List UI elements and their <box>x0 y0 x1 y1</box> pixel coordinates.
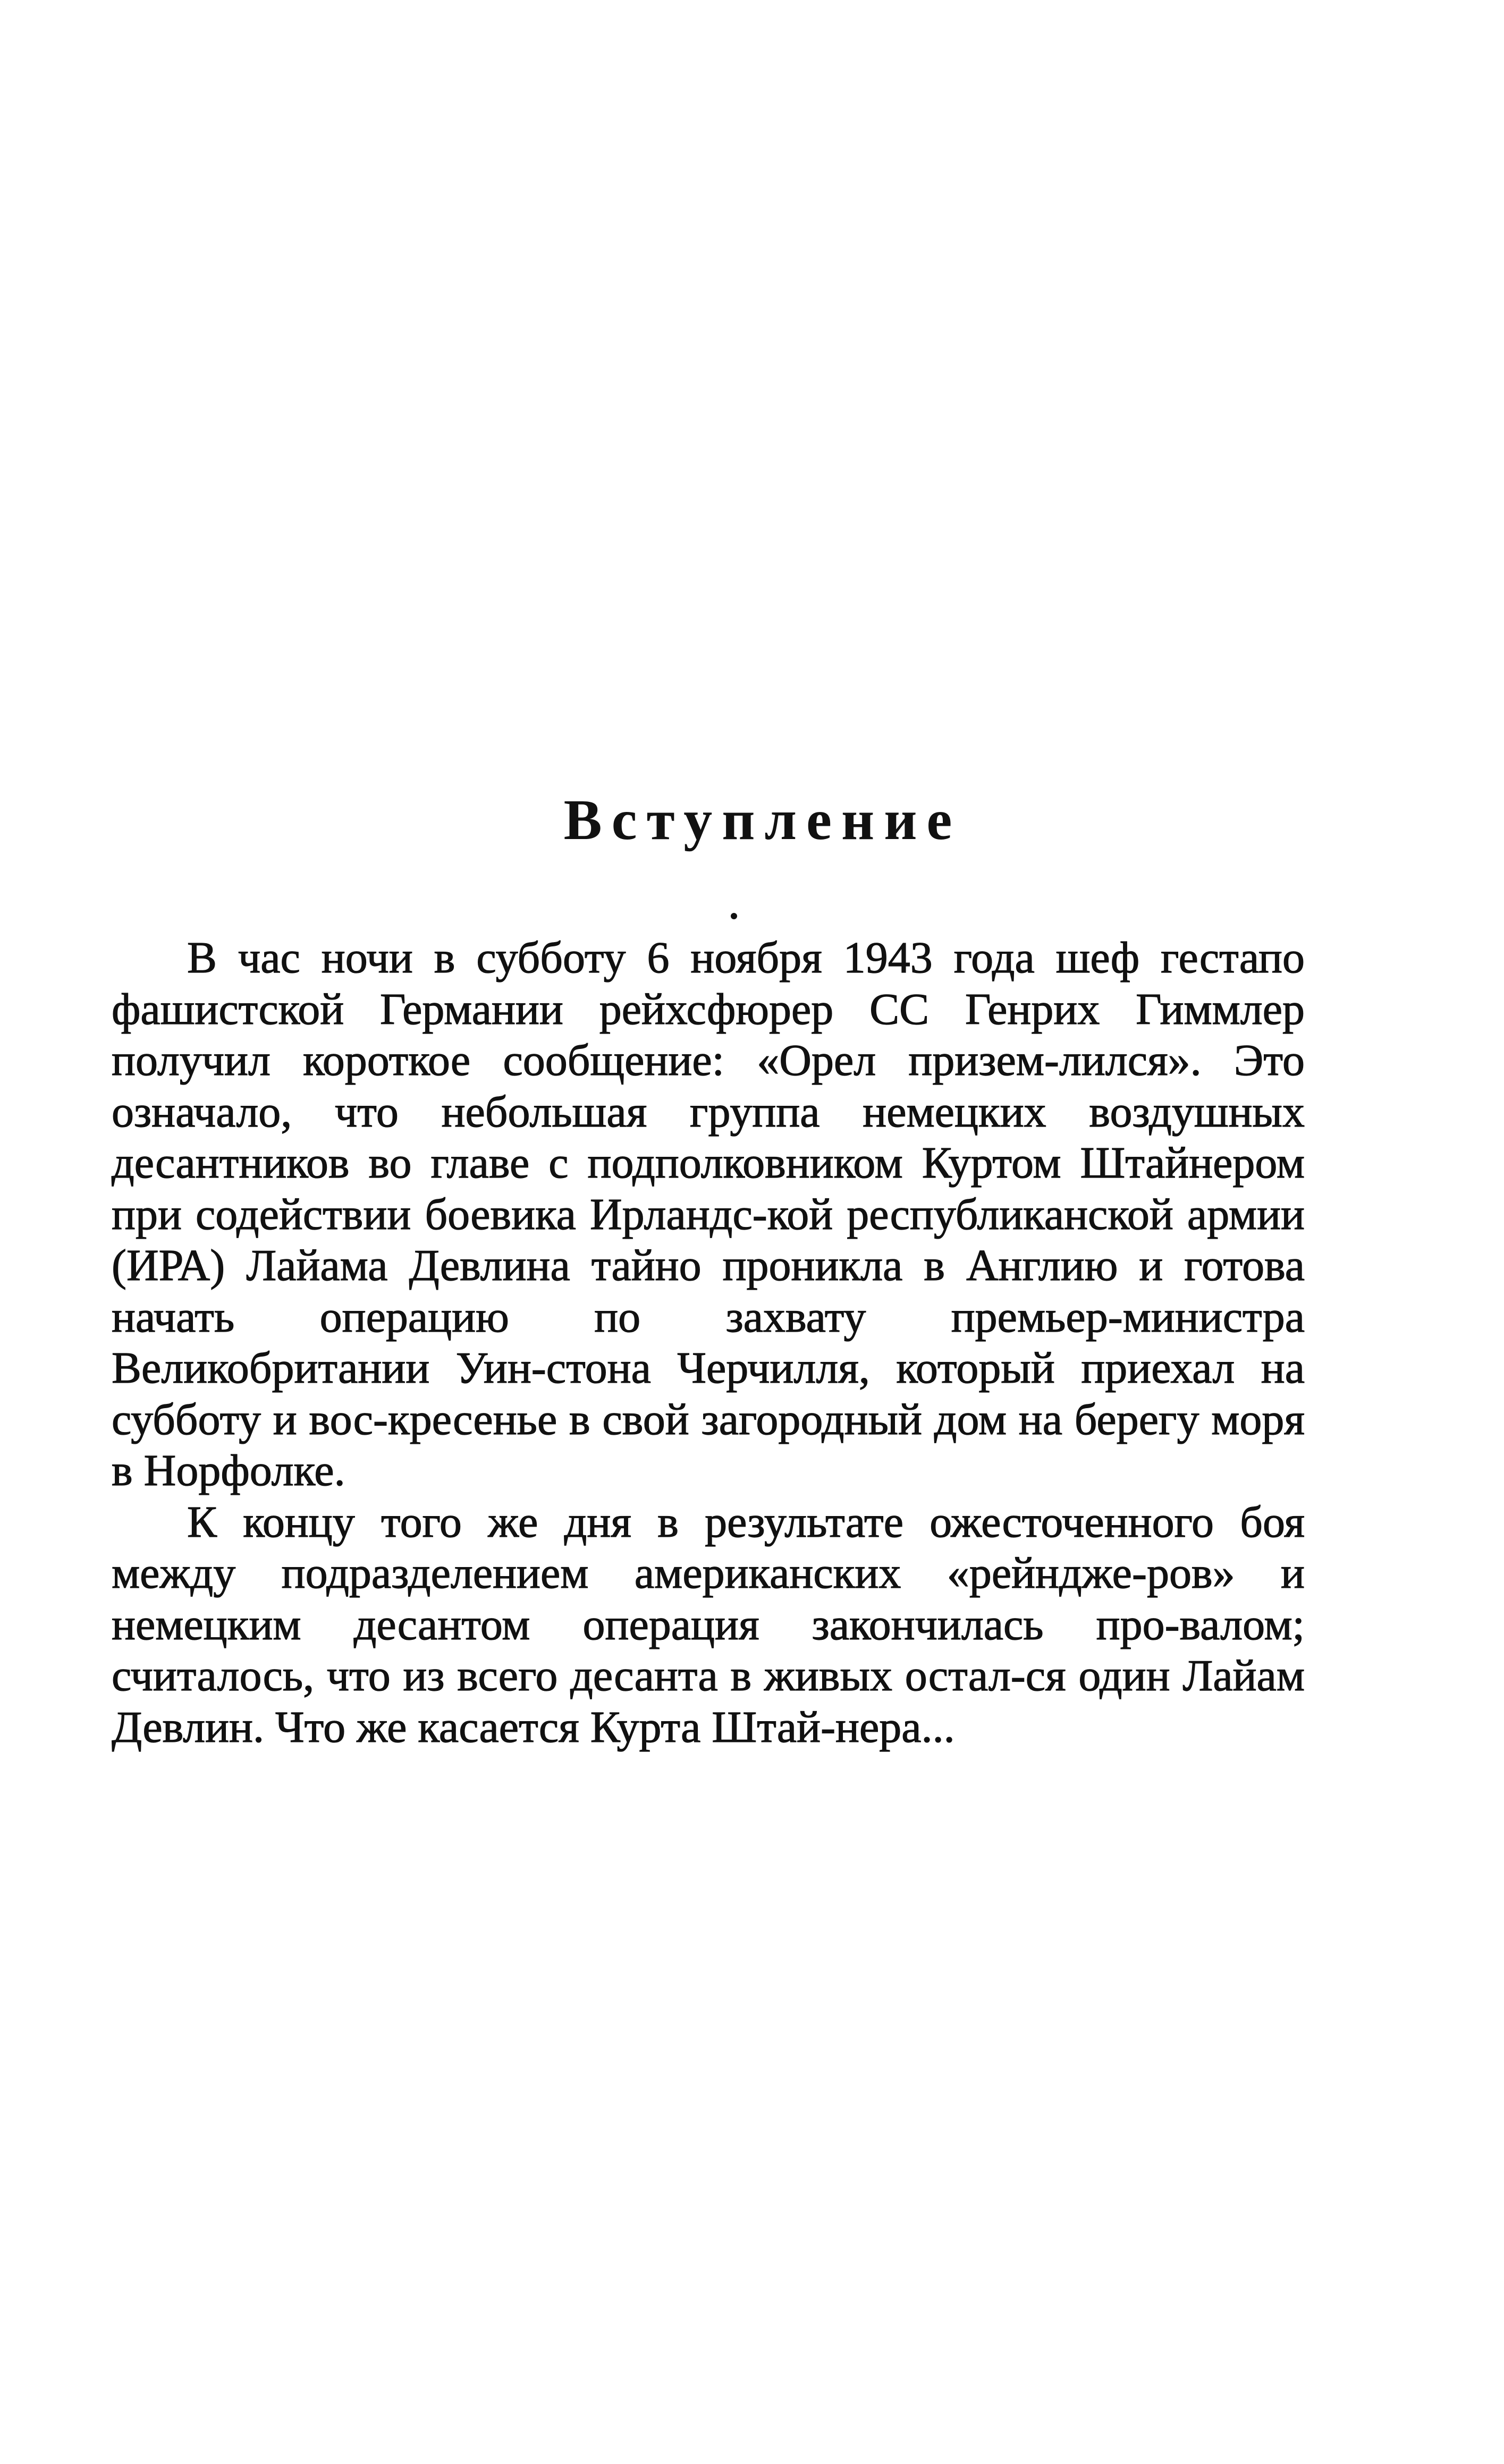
paragraph-2: К концу того же дня в результате ожесточенного боя между подразделением американских «рейндже-ров» и немецким десантом операция закончилась про-валом; считалось, что из всего десанта в живых остал-ся один Лайам Девлин. Что же касается Курта Штай-нера... <box>112 1497 1305 1752</box>
chapter-title: Вступление <box>563 789 962 852</box>
chapter-body <box>112 933 1305 1753</box>
title-ornament-dot <box>731 913 737 919</box>
paragraph-1: В час ночи в субботу 6 ноября 1943 года шеф гестапо фашистской Германии рейхсфюрер СС Генрих Гиммлер получил короткое сообщение: «Орел призем-лился». Это означало, что небольшая группа немецких воздушных десантников во главе с подполковником Куртом Штайнером при содействии боевика Ирландс-кой республиканской армии (ИРА) Лайама Девлина тайно проникла в Англию и готова начать операцию по захвату премьер-министра Великобритании Уин-стона Черчилля, который приехал на субботу и вос-кресенье в свой загородный дом на берегу моря в Норфолке. <box>112 933 1305 1495</box>
